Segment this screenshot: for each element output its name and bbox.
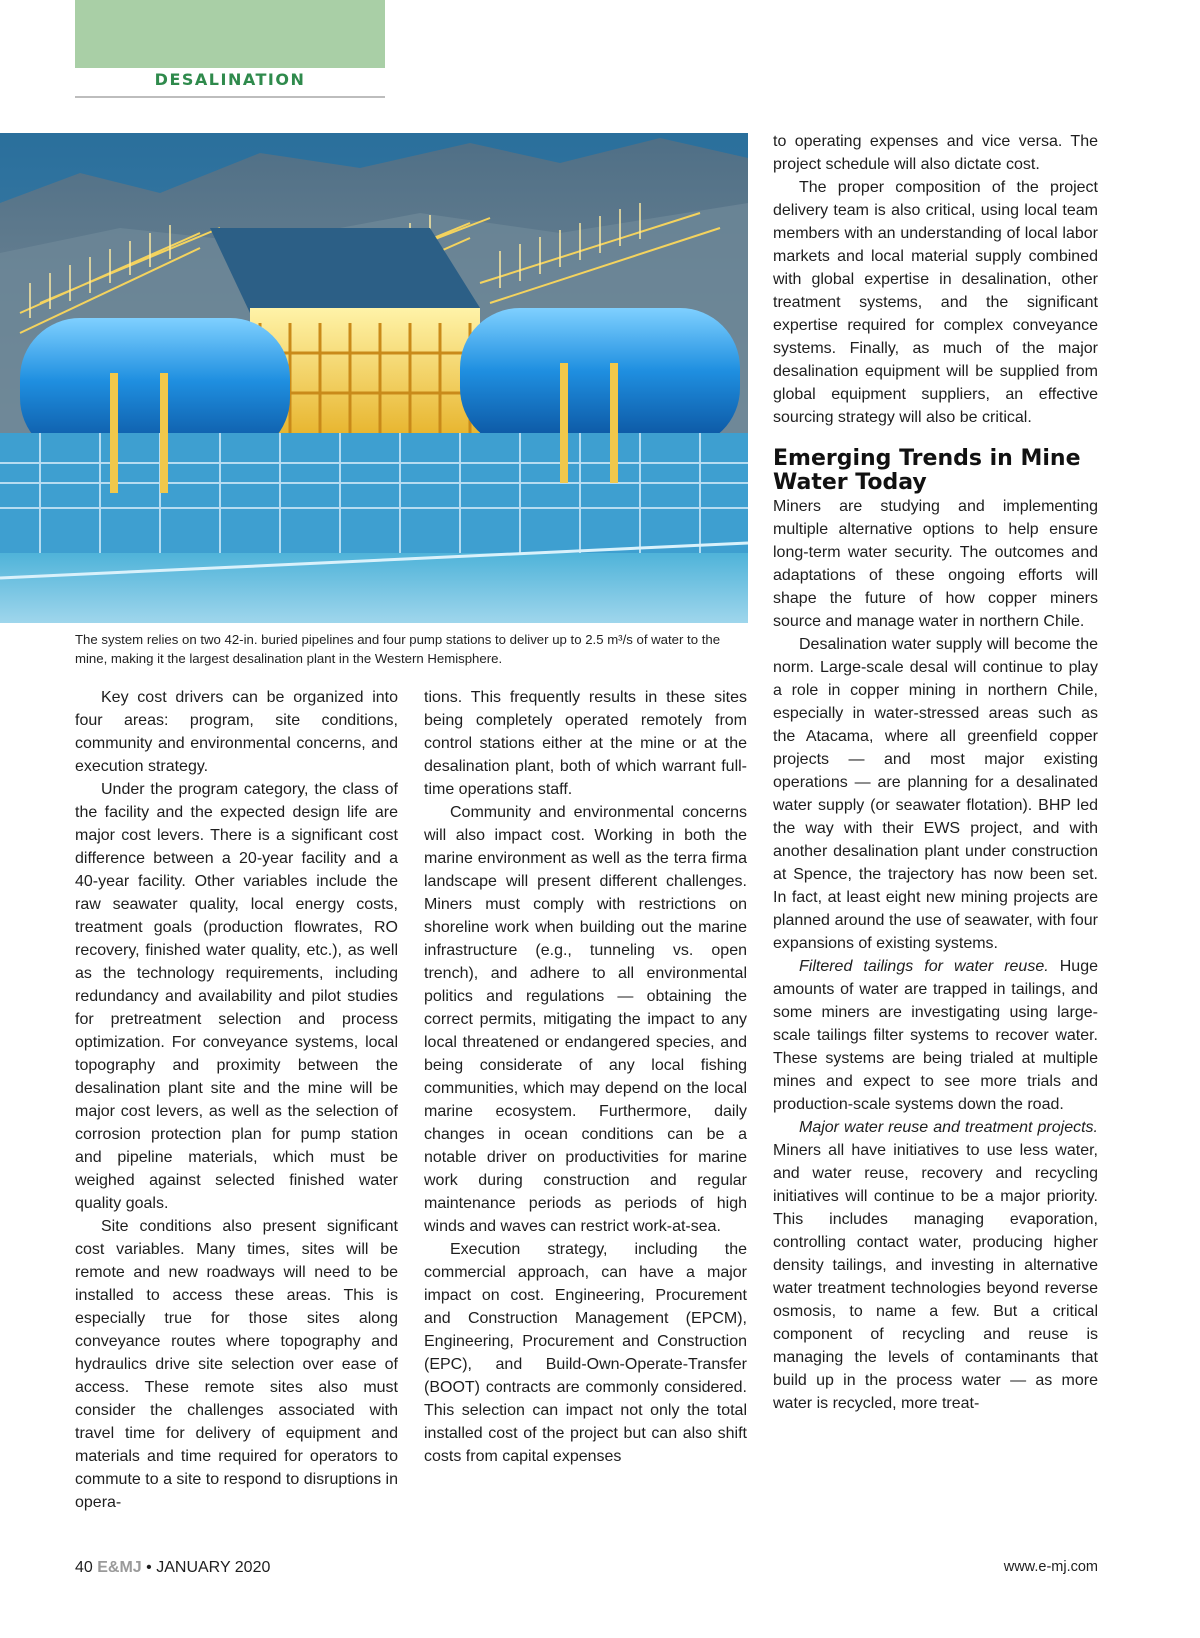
paragraph: to operating expenses and vice versa. The project schedule will also dictate cost. xyxy=(773,133,1098,173)
section-tab-block xyxy=(75,0,385,68)
article-column-2 xyxy=(424,686,747,1468)
plant-photo xyxy=(0,133,748,623)
paragraph: Desalination water supply will become the norm. Large-scale desal will continue to play a role in copper mining in northern Chile, especially in water-stressed areas such as the Atacama, where all greenfield copper projects — and most major existing operations — are planning for a desalinated water supply (or seawater flotation). BHP led the way with their EWS project, and with another desalination plant under construction at Spence, the trajectory has now been set. In fact, at least eight new mining projects are planned around the use of seawater, with four expansions of existing systems. xyxy=(773,636,1098,952)
photo-caption: The system relies on two 42-in. buried pipelines and four pump stations to deliver up to 2.5 m³/s of water to the mine, making it the largest desalination plant in the Western Hemisphere. xyxy=(75,632,721,666)
paragraph xyxy=(773,955,1098,1116)
paragraph: tions. This frequently results in these sites being completely operated remotely from control stations either at the mine or at the desalination plant, both of which warrant full-time operations staff. xyxy=(424,689,747,798)
paragraph-lead: Major water reuse and treatment projects. xyxy=(799,1119,1098,1136)
article-column-1 xyxy=(75,686,398,1514)
paragraph-body: Miners all have initiatives to use less water, and water reuse, recovery and recycling initiatives will continue to be a major priority. This includes managing evaporation, controlling contact water, producing higher density tailings, and investing in alternative water treatment technologies beyond reverse osmosis, to name a few. But a critical component of recycling and reuse is managing the levels of contaminants that build up in the process water — as more water is recycled, more treat- xyxy=(773,1142,1098,1412)
paragraph-body: Huge amounts of water are trapped in tailings, and some miners are investigating using large-scale tailings filter systems to recover water. These systems are being trialed at multiple mines and expect to see more trials and production-scale systems down the road. xyxy=(773,958,1099,1113)
footer-separator: • xyxy=(146,1559,152,1576)
paragraph: Under the program category, the class of the facility and the expected design life are major cost levers. There is a significant cost difference between a 20-year facility and a 40-year facility. Other variables include the raw seawater quality, local energy costs, treatment goals (production flowrates, RO recovery, finished water quality, etc.), as well as the technology requirements, including redundancy and availability and pilot studies for pretreatment selection and process optimization. For conveyance systems, local topography and proximity between the desalination plant site and the mine will be major cost levers, as well as the selection of corrosion protection plan for pump station and pipeline materials, which must be weighed against selected finished water quality goals. xyxy=(75,781,398,1212)
section-heading: Emerging Trends in Mine Water Today xyxy=(773,446,1081,495)
publication-brand: E&MJ xyxy=(97,1559,142,1576)
section-label: DESALINATION xyxy=(154,70,306,89)
page-number: 40 xyxy=(75,1559,93,1576)
footer-folio xyxy=(75,1559,270,1577)
paragraph-lead: Filtered tailings for water reuse. xyxy=(799,958,1049,975)
paragraph: Site conditions also present significant cost variables. Many times, sites will be remote and new roadways will need to be installed to access these areas. This is especially true for those sites along conveyance routes where topography and hydraulics drive site selection over ease of access. These remote sites also must consider the challenges associated with travel time for delivery of equipment and materials and time required for operators to commute to a site to respond to disruptions in opera- xyxy=(75,1218,398,1511)
section-divider xyxy=(75,96,385,98)
paragraph: Execution strategy, including the commercial approach, can have a major impact on cost. Engineering, Procurement and Construction Management (EPCM), Engineering, Procurement and Construction (EPC), and Build-Own-Operate-Transfer (BOOT) contracts are commonly considered. This selection can impact not only the total installed cost of the project but can also shift costs from capital expenses xyxy=(424,1241,747,1465)
paragraph xyxy=(773,1116,1098,1415)
paragraph: The proper composition of the project delivery team is also critical, using local team members with an understanding of local labor markets and local material supply combined with global expertise in desalination, other treatment systems, and the significant expertise required for complex conveyance systems. Finally, as much of the major desalination equipment will be supplied from global equipment suppliers, an effective sourcing strategy will also be critical. xyxy=(773,179,1098,426)
paragraph: Community and environmental concerns will also impact cost. Working in both the marine environment as well as the terra firma landscape will present different challenges. Miners must comply with restrictions on shoreline work when building out the marine infrastructure (e.g., tunneling vs. open trench), and adhere to all environmental politics and regulations — obtaining the correct permits, mitigating the impact to any local threatened or endangered species, and being considerate of any local fishing communities, which may depend on the local marine ecosystem. Furthermore, daily changes in ocean conditions can be a notable driver on productivities for marine work during construction and regular maintenance periods as periods of high winds and waves can restrict work-at-sea. xyxy=(424,804,747,1235)
issue-date: JANUARY 2020 xyxy=(156,1559,271,1576)
website-link[interactable]: www.e-mj.com xyxy=(1003,1559,1098,1575)
paragraph: Key cost drivers can be organized into four areas: program, site conditions, community and environmental concerns, and execution strategy. xyxy=(75,689,398,775)
article-column-3 xyxy=(773,130,1098,1415)
paragraph: Miners are studying and implementing multiple alternative options to help ensure long-term water security. The outcomes and adaptations of these ongoing efforts will shape the future of how copper miners source and manage water in northern Chile. xyxy=(773,498,1098,630)
